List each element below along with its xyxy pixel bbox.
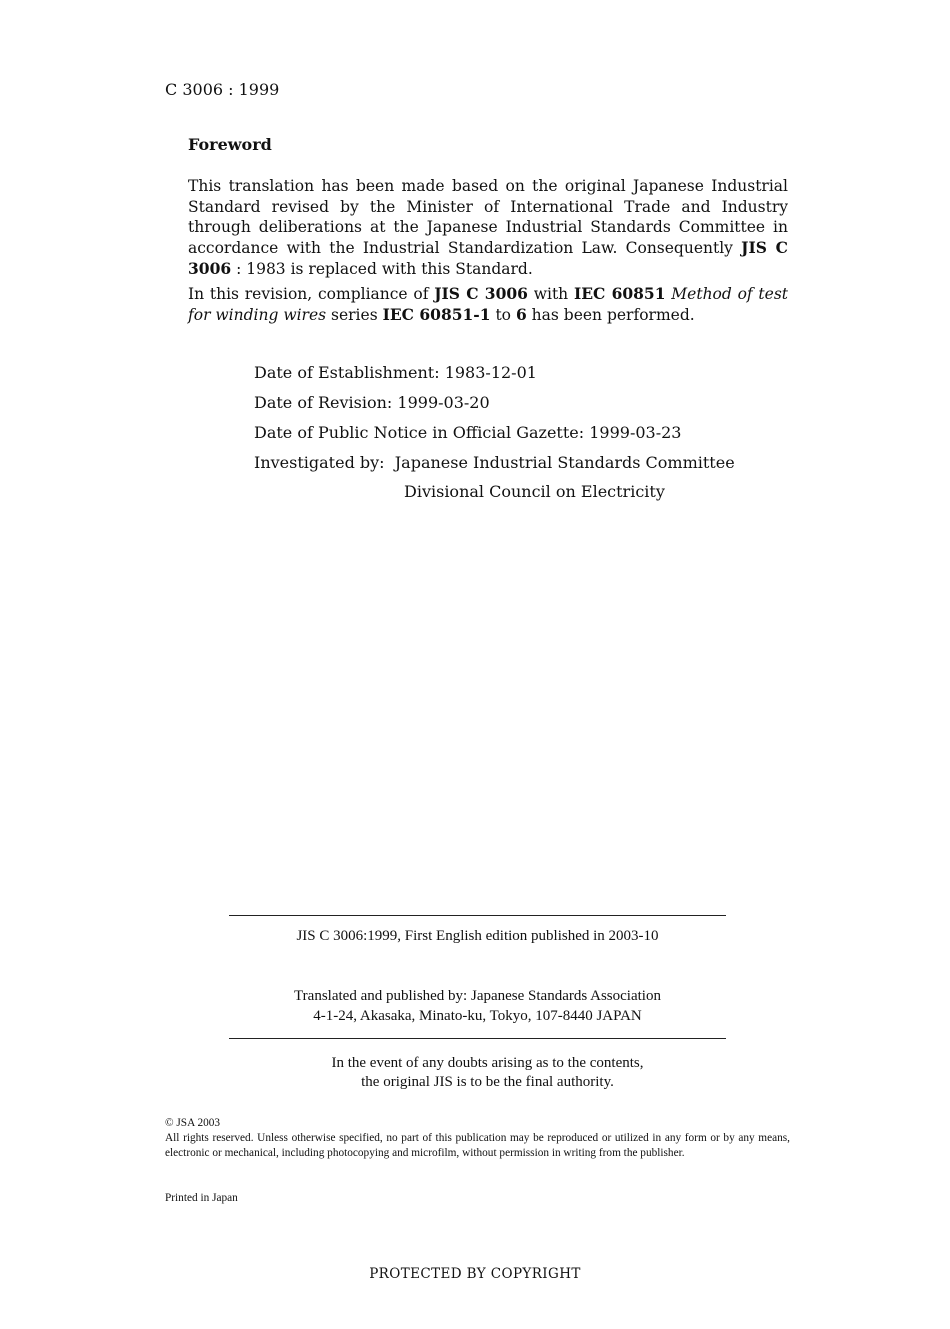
- investigated-by-continued: Divisional Council on Electricity: [404, 482, 665, 501]
- authority-line-2: the original JIS is to be the final authority.: [361, 1074, 614, 1090]
- date-of-public-notice: Date of Public Notice in Official Gazette: 1999-03-23: [254, 423, 682, 442]
- date-of-revision: Date of Revision: 1999-03-20: [254, 393, 490, 412]
- p2-text-b: with: [527, 285, 574, 303]
- edition-note: JIS C 3006:1999, First English edition published in 2003-10: [296, 928, 659, 944]
- foreword-paragraph-2: [188, 284, 788, 325]
- p2-iec-part-ref: IEC 60851-1: [382, 304, 491, 324]
- p2-iec-title: Method of test for winding wires: [188, 285, 788, 324]
- authority-note: [229, 1054, 746, 1092]
- p2-text-f: has been performed.: [526, 305, 695, 324]
- date-of-establishment: Date of Establishment: 1983-12-01: [254, 363, 537, 382]
- p2-jis-ref: JIS C 3006: [434, 284, 528, 303]
- divider-bottom: [229, 1038, 726, 1039]
- p1-text-a: This translation has been made based on the original Japanese Industrial Standard revised by the Minister of International Trade and Industry through deliberations at the Japanese Industrial Standards Committee in accordance with the Industrial Standardization Law. Consequently: [188, 177, 788, 258]
- p2-text-a: In this revision, compliance of: [188, 285, 435, 303]
- foreword-heading: Foreword: [188, 135, 272, 154]
- printed-in: Printed in Japan: [165, 1192, 238, 1204]
- foreword-paragraph-1: [188, 176, 788, 280]
- authority-line-1: In the event of any doubts arising as to the contents,: [331, 1055, 644, 1071]
- publisher-line: Translated and published by: Japanese Standards Association: [294, 988, 661, 1004]
- p1-standard-ref: JIS C 3006: [188, 238, 788, 278]
- investigated-by: Investigated by: Japanese Industrial Standards Committee: [254, 453, 735, 472]
- p1-text-b: : 1983 is replaced with this Standard.: [231, 259, 533, 278]
- copyright-notice: [165, 1116, 790, 1161]
- document-code: C 3006 : 1999: [165, 80, 280, 99]
- publisher-address: 4-1-24, Akasaka, Minato-ku, Tokyo, 107-8440 JAPAN: [313, 1008, 642, 1024]
- copyright-holder: © JSA 2003: [165, 1117, 221, 1129]
- divider-top: [229, 915, 726, 916]
- protected-footer: PROTECTED BY COPYRIGHT: [369, 1266, 581, 1282]
- rights-statement: All rights reserved. Unless otherwise specified, no part of this publication may be reproduced or utilized in any form or by any means, electronic or mechanical, including photocopying and microfilm, without permission in writing from the publisher.: [165, 1132, 790, 1159]
- p2-text-e: to: [490, 305, 516, 324]
- p2-iec-ref: IEC 60851: [573, 284, 666, 303]
- p2-part-end: 6: [515, 304, 527, 324]
- publisher-block: [229, 986, 726, 1026]
- p2-text-d: series: [326, 305, 383, 324]
